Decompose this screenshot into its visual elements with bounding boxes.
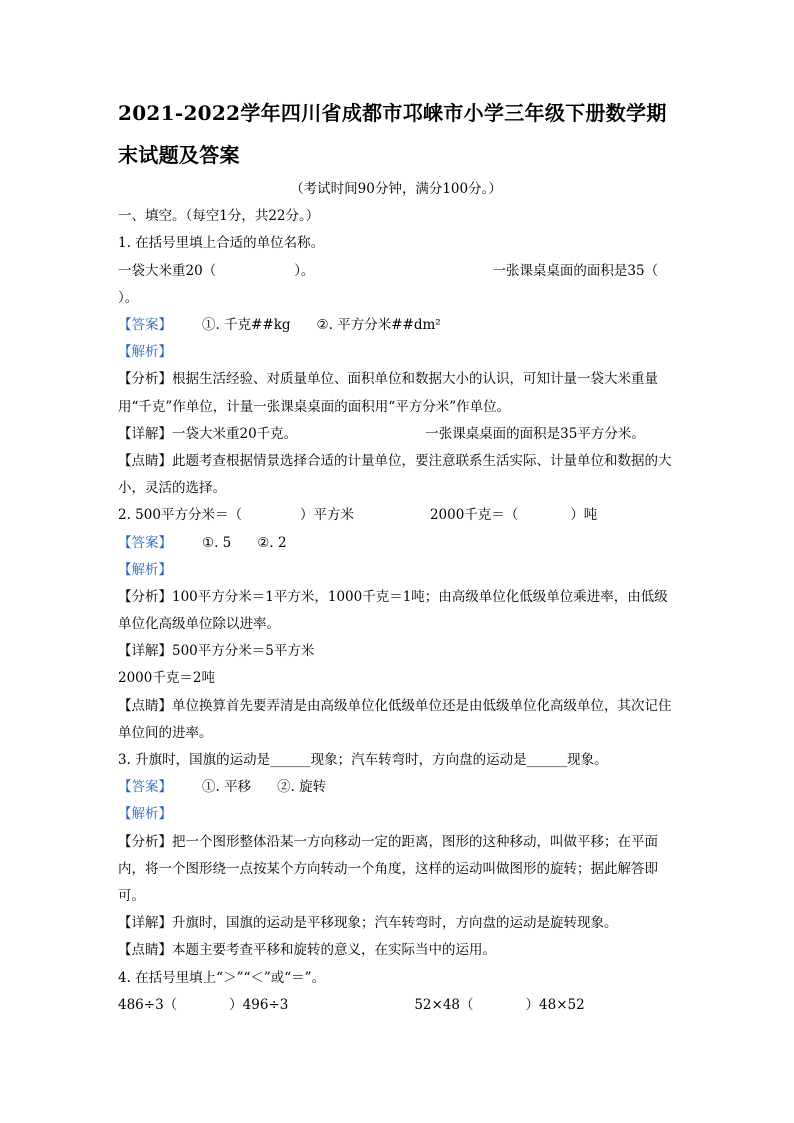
question-4-items xyxy=(118,992,674,1019)
answer-row xyxy=(118,530,674,557)
detail-1: 【详解】500平方分米＝5平方米 xyxy=(118,643,315,660)
answer-2: ②. 旋转 xyxy=(277,779,327,796)
answer-1: ①. 平移 xyxy=(202,779,252,796)
answer-row xyxy=(118,312,674,339)
comment-text: 【点睛】此题考查根据情景选择合适的计量单位，要注意联系生活实际、计量单位和数据的大小，灵活的选择。 xyxy=(118,452,672,497)
answer-row xyxy=(118,774,674,801)
question-2 xyxy=(118,502,674,529)
answer-1: ①. 千克##kg xyxy=(202,316,291,333)
detail-2: 2000千克＝2吨 xyxy=(118,670,215,687)
answer-label: 【答案】 xyxy=(118,779,172,796)
comment-text: 【点睛】单位换算首先要弄清是由高级单位化低级单位还是由低级单位化高级单位，其次记住单位间的进率。 xyxy=(118,697,672,741)
q4-a-end: ）496÷3 xyxy=(229,996,289,1013)
analysis-text: 【分析】把一个图形整体沿某一方向移动一定的距离，图形的这种移动，叫做平移；在平面内，将一个图形绕一点按某个方向转动一个角度，这样的运动叫做图形的旋转；据此解答即可。 xyxy=(118,833,658,905)
analysis-text: 【分析】根据生活经验、对质量单位、面积单位和数据大小的认识，可知计量一袋大米重量用“千克”作单位，计量一张课桌桌面的面积用“平方分米”作单位。 xyxy=(118,371,658,415)
question-1-stem: 1. 在括号里填上合适的单位名称。 xyxy=(118,235,325,252)
q2-b-end: ）吨 xyxy=(570,507,598,524)
analysis-label: 【解析】 xyxy=(118,561,172,578)
analysis-text: 【分析】100平方分米＝1平方米，1000千克＝1吨；由高级单位化低级单位乘进率，由低级单位化高级单位除以进率。 xyxy=(118,588,668,633)
q4-b: 52×48（ xyxy=(414,996,474,1013)
detail-row xyxy=(118,421,674,448)
q4-b-end: ）48×52 xyxy=(525,996,585,1013)
answer-2: ②. 2 xyxy=(257,534,287,551)
comment-text: 【点睛】本题主要考查平移和旋转的意义，在实际当中的运用。 xyxy=(118,942,496,959)
detail-text: 【详解】升旗时，国旗的运动是平移现象；汽车转弯时，方向盘的运动是旋转现象。 xyxy=(118,915,618,932)
document-title: 2021-2022学年四川省成都市邛崃市小学三年级下册数学期末试题及答案 xyxy=(118,101,667,167)
detail-b: 一张课桌桌面的面积是35平方分米。 xyxy=(425,425,645,442)
blank-a-end: ）。 xyxy=(294,262,315,279)
analysis-label: 【解析】 xyxy=(118,806,172,823)
answer-2: ②. 平方分米##dm² xyxy=(316,316,441,333)
exam-info: （考试时间90分钟，满分100分。） xyxy=(290,181,502,197)
question-3-stem: 3. 升旗时，国旗的运动是______现象；汽车转弯时，方向盘的运动是______现象。 xyxy=(118,752,608,769)
answer-label: 【答案】 xyxy=(118,316,172,333)
answer-label: 【答案】 xyxy=(118,534,172,551)
answer-1: ①. 5 xyxy=(202,534,232,551)
section-heading: 一、填空。（每空1分，共22分。） xyxy=(118,208,320,225)
q2-a: 2. 500平方分米＝（ xyxy=(118,507,242,524)
analysis-label: 【解析】 xyxy=(118,344,172,361)
blank-b-end: ）。 xyxy=(118,289,139,306)
blank-b: 一张课桌桌面的面积是35（ xyxy=(492,262,659,279)
question-4-stem: 4. 在括号里填上“＞”“＜”或“＝”。 xyxy=(118,969,326,986)
q4-a: 486÷3（ xyxy=(118,996,178,1013)
q2-a-end: ）平方米 xyxy=(299,507,354,524)
blank-a: 一袋大米重20（ xyxy=(118,262,217,279)
q2-b: 2000千克＝（ xyxy=(429,507,519,524)
detail-a: 【详解】一袋大米重20千克。 xyxy=(118,425,298,442)
question-1-blanks xyxy=(118,258,674,285)
